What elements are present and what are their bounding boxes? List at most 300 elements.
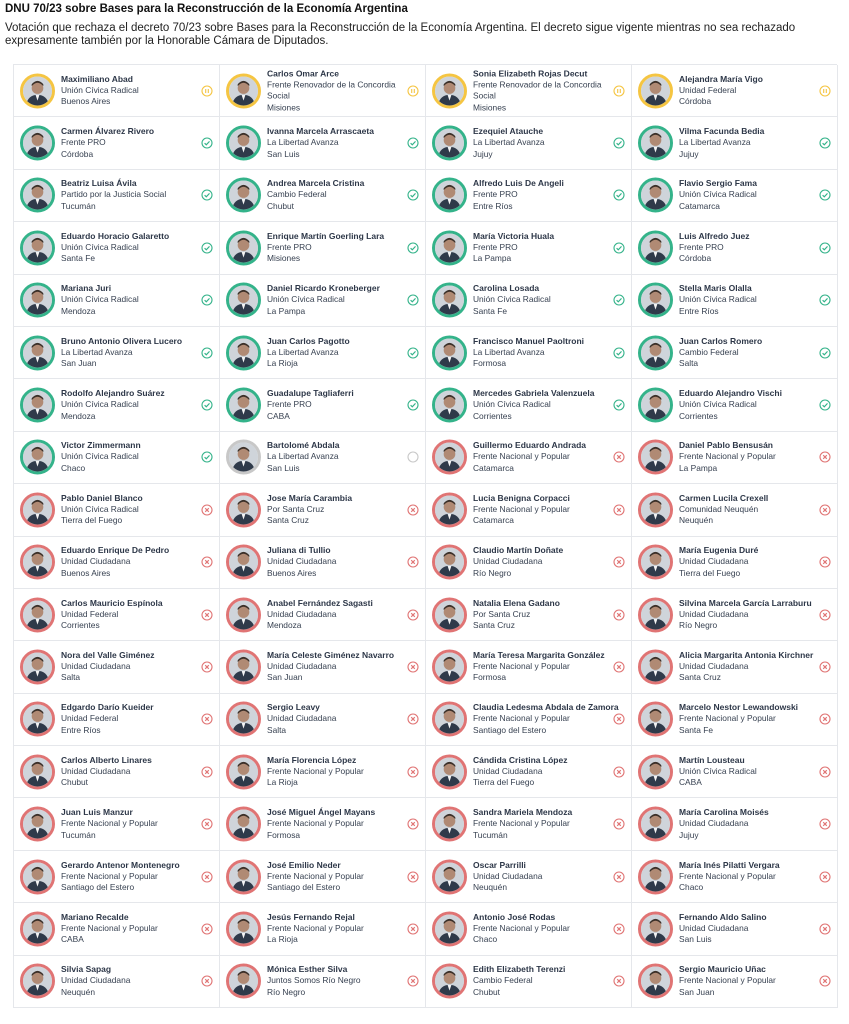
senator-info (679, 493, 819, 527)
senator-name: Bartolomé Abdala (267, 440, 340, 451)
senator-card[interactable] (14, 327, 220, 379)
senator-card[interactable] (632, 222, 838, 274)
senator-card[interactable] (426, 694, 632, 746)
senator-info (679, 545, 819, 579)
senator-province: Formosa (267, 829, 301, 840)
senator-province: Misiones (473, 101, 507, 112)
senator-province: Tucumán (473, 829, 508, 840)
senator-info (679, 807, 819, 841)
senator-province: Mendoza (267, 620, 302, 631)
senator-card[interactable] (14, 641, 220, 693)
senator-name: Mónica Esther Silva (267, 964, 348, 975)
senator-name: Juan Carlos Pagotto (267, 335, 350, 346)
senator-card[interactable] (14, 851, 220, 903)
senator-card[interactable] (220, 327, 426, 379)
senator-province: La Rioja (267, 934, 298, 945)
senator-card[interactable] (632, 170, 838, 222)
senator-province: San Juan (267, 672, 303, 683)
senator-info (473, 388, 613, 422)
senator-card[interactable] (426, 327, 632, 379)
senator-name: Lucia Benigna Corpacci (473, 492, 570, 503)
senator-province: Chaco (61, 462, 86, 473)
senator-card[interactable] (14, 117, 220, 169)
x-circle-icon (819, 923, 831, 935)
senator-card[interactable] (14, 589, 220, 641)
avatar (638, 545, 673, 580)
x-circle-icon (613, 975, 625, 987)
senator-name: Carmen Lucila Crexell (679, 492, 769, 503)
senator-card[interactable] (632, 956, 838, 1008)
senator-name: Antonio José Rodas (473, 911, 556, 922)
x-circle-icon (819, 451, 831, 463)
senator-name: Enrique Martín Goerling Lara (267, 230, 385, 241)
empty-circle-icon (407, 451, 419, 463)
senator-card[interactable] (426, 537, 632, 589)
senator-province: Santa Fe (61, 253, 95, 264)
senator-card[interactable] (426, 65, 632, 117)
senator-card[interactable] (632, 484, 838, 536)
senator-province: Catamarca (473, 462, 514, 473)
senator-info (267, 388, 407, 422)
senator-party: Por Santa Cruz (267, 503, 325, 514)
senator-province: Río Negro (679, 620, 718, 631)
senator-party: Frente Nacional y Popular (473, 818, 570, 829)
senator-info (473, 178, 613, 212)
senator-name: Eduardo Alejandro Vischi (679, 388, 782, 399)
senator-party: Frente Nacional y Popular (679, 713, 776, 724)
senator-card[interactable] (220, 903, 426, 955)
check-circle-icon (819, 399, 831, 411)
avatar (638, 230, 673, 265)
senator-province: Río Negro (473, 567, 512, 578)
senator-name: Maximiliano Abad (61, 73, 133, 84)
senator-card[interactable] (220, 432, 426, 484)
senator-province: Buenos Aires (61, 567, 111, 578)
avatar (20, 597, 55, 632)
senator-name: Marcelo Nestor Lewandowski (679, 702, 799, 713)
avatar (432, 335, 467, 370)
avatar (638, 388, 673, 423)
avatar (226, 230, 261, 265)
senator-name: Sandra Mariela Mendoza (473, 807, 573, 818)
senator-province: San Juan (679, 986, 715, 997)
senator-card[interactable] (632, 379, 838, 431)
pause-circle-icon (819, 85, 831, 97)
senator-card[interactable] (426, 170, 632, 222)
senator-card[interactable] (220, 798, 426, 850)
avatar (432, 911, 467, 946)
senator-card[interactable] (426, 432, 632, 484)
senator-name: Luis Alfredo Juez (679, 230, 750, 241)
avatar (432, 126, 467, 161)
senator-card[interactable] (632, 589, 838, 641)
senator-province: Santa Cruz (473, 620, 515, 631)
senator-card[interactable] (220, 537, 426, 589)
senator-info (61, 755, 201, 789)
x-circle-icon (201, 871, 213, 883)
senator-name: Natalia Elena Gadano (473, 597, 560, 608)
avatar (638, 283, 673, 318)
senator-card[interactable] (632, 327, 838, 379)
x-circle-icon (407, 556, 419, 568)
senator-party: Por Santa Cruz (473, 608, 531, 619)
x-circle-icon (613, 609, 625, 621)
avatar (432, 73, 467, 108)
check-circle-icon (407, 399, 419, 411)
senator-info (679, 388, 819, 422)
senator-card[interactable] (426, 275, 632, 327)
avatar (432, 859, 467, 894)
avatar (226, 440, 261, 475)
senator-party: La Libertad Avanza (267, 346, 339, 357)
senator-party: Unidad Ciudadana (267, 713, 337, 724)
senator-card[interactable] (632, 641, 838, 693)
check-circle-icon (819, 347, 831, 359)
senator-info (61, 860, 201, 894)
senator-info (267, 702, 407, 736)
senator-party: Unidad Federal (61, 608, 119, 619)
senator-info (679, 178, 819, 212)
senator-card[interactable] (632, 746, 838, 798)
senator-party: Unidad Ciudadana (267, 660, 337, 671)
senator-card[interactable] (14, 65, 220, 117)
check-circle-icon (613, 189, 625, 201)
senator-card[interactable] (220, 589, 426, 641)
senator-name: Martín Lousteau (679, 754, 745, 765)
senator-card[interactable] (14, 746, 220, 798)
senator-party: Unidad Ciudadana (679, 922, 749, 933)
senator-party: Unión Cívica Radical (61, 503, 139, 514)
avatar (432, 702, 467, 737)
senator-party: Unidad Ciudadana (679, 818, 749, 829)
avatar (226, 335, 261, 370)
senator-province: CABA (679, 777, 702, 788)
senator-party: Unión Cívica Radical (679, 399, 757, 410)
senator-province: Neuquén (61, 986, 95, 997)
senator-card[interactable] (632, 432, 838, 484)
avatar (638, 597, 673, 632)
senator-info (679, 964, 819, 998)
senator-party: La Libertad Avanza (267, 137, 339, 148)
senator-card[interactable] (14, 537, 220, 589)
senator-party: Unión Cívica Radical (61, 451, 139, 462)
senator-party: Frente Nacional y Popular (679, 975, 776, 986)
page-description: Votación que rechaza el decreto 70/23 sobre Bases para la Reconstrucción de la Economía Argentina. El decreto sigue vigente mientras no sea rechazado expresamente también por la Honorable Cámara de Diputados. (5, 22, 796, 47)
avatar (432, 492, 467, 527)
senator-province: Catamarca (679, 200, 720, 211)
senator-card[interactable] (220, 117, 426, 169)
senator-card[interactable] (426, 746, 632, 798)
senator-party: Frente Nacional y Popular (61, 818, 158, 829)
senator-province: Tierra del Fuego (679, 567, 741, 578)
avatar (432, 597, 467, 632)
senator-name: Francisco Manuel Paoltroni (473, 335, 584, 346)
x-circle-icon (819, 556, 831, 568)
senator-name: Edgardo Darío Kueider (61, 702, 154, 713)
senator-party: Unión Cívica Radical (61, 294, 139, 305)
senator-party: Frente PRO (473, 241, 518, 252)
senator-card[interactable] (220, 275, 426, 327)
senator-province: San Luis (267, 148, 300, 159)
senator-party: Unidad Ciudadana (61, 975, 131, 986)
senator-card[interactable] (426, 379, 632, 431)
senator-name: Oscar Parrilli (473, 859, 526, 870)
senator-name: Beatriz Luisa Ávila (61, 178, 137, 189)
senator-province: Mendoza (61, 410, 96, 421)
avatar (638, 964, 673, 999)
senator-party: Unidad Ciudadana (61, 660, 131, 671)
senator-info (267, 912, 407, 946)
senator-party: Unidad Ciudadana (473, 556, 543, 567)
senator-province: Santa Cruz (267, 515, 309, 526)
senator-province: CABA (61, 934, 84, 945)
avatar (20, 73, 55, 108)
check-circle-icon (201, 347, 213, 359)
senator-name: Carlos Omar Arce (267, 67, 339, 78)
senator-info (61, 126, 201, 160)
senator-card[interactable] (632, 65, 838, 117)
senator-info (267, 68, 407, 114)
avatar (20, 807, 55, 842)
avatar (226, 807, 261, 842)
x-circle-icon (613, 713, 625, 725)
senator-name: María Celeste Giménez Navarro (267, 649, 395, 660)
senator-card[interactable] (220, 65, 426, 117)
senator-province: Mendoza (61, 305, 96, 316)
avatar (226, 649, 261, 684)
senator-info (61, 702, 201, 736)
senator-province: Córdoba (679, 253, 712, 264)
senator-name: María Victoria Huala (473, 230, 555, 241)
senator-party: Frente PRO (679, 241, 724, 252)
avatar (226, 859, 261, 894)
senator-party: Unión Cívica Radical (61, 241, 139, 252)
senator-info (267, 440, 407, 474)
senator-name: Alejandra María Vigo (679, 73, 763, 84)
senator-province: Buenos Aires (61, 96, 111, 107)
senator-name: Daniel Ricardo Kroneberger (267, 283, 380, 294)
senator-card[interactable] (426, 484, 632, 536)
x-circle-icon (819, 504, 831, 516)
senator-province: Salta (679, 358, 699, 369)
senator-card[interactable] (14, 903, 220, 955)
senator-card[interactable] (632, 694, 838, 746)
senator-card[interactable] (426, 903, 632, 955)
senator-province: La Pampa (473, 253, 512, 264)
senator-province: Tucumán (61, 200, 96, 211)
senator-party: Frente Nacional y Popular (267, 922, 364, 933)
senator-info (61, 283, 201, 317)
senator-name: María Teresa Margarita González (473, 649, 605, 660)
senator-info (679, 598, 819, 632)
senator-info (679, 702, 819, 736)
senator-province: Jujuy (679, 148, 699, 159)
senator-province: Entre Ríos (473, 200, 513, 211)
senator-info (679, 283, 819, 317)
senator-info (61, 336, 201, 370)
avatar (638, 126, 673, 161)
senator-party: Cambio Federal (679, 346, 739, 357)
avatar (638, 649, 673, 684)
senator-province: Neuquén (473, 882, 507, 893)
x-circle-icon (201, 713, 213, 725)
senator-card[interactable] (426, 798, 632, 850)
avatar (20, 649, 55, 684)
senator-name: Anabel Fernández Sagasti (267, 597, 373, 608)
senator-name: Guillermo Eduardo Andrada (473, 440, 587, 451)
senator-info (267, 493, 407, 527)
senator-card[interactable] (632, 537, 838, 589)
senator-card[interactable] (632, 275, 838, 327)
senator-info (267, 755, 407, 789)
senator-info (679, 912, 819, 946)
senator-name: Mercedes Gabriela Valenzuela (473, 388, 595, 399)
senator-province: Chubut (61, 777, 89, 788)
senator-name: Edith Elizabeth Terenzi (473, 964, 566, 975)
avatar (226, 283, 261, 318)
senator-province: Tierra del Fuego (473, 777, 535, 788)
senator-card[interactable] (14, 798, 220, 850)
senator-card[interactable] (14, 170, 220, 222)
senator-party: La Libertad Avanza (473, 137, 545, 148)
senator-card[interactable] (426, 222, 632, 274)
senator-province: Jujuy (473, 148, 493, 159)
senator-info (679, 126, 819, 160)
senator-name: María Carolina Moisés (679, 807, 769, 818)
senator-party: Unión Cívica Radical (267, 294, 345, 305)
x-circle-icon (819, 713, 831, 725)
senator-name: Mariana Juri (61, 283, 112, 294)
senator-name: Victor Zimmermann (61, 440, 141, 451)
senator-name: Ivanna Marcela Arrascaeta (267, 126, 374, 137)
avatar (432, 440, 467, 475)
check-circle-icon (819, 294, 831, 306)
senator-province: Corrientes (679, 410, 718, 421)
senator-info (61, 650, 201, 684)
senator-province: Salta (267, 724, 287, 735)
senator-card[interactable] (14, 275, 220, 327)
x-circle-icon (819, 871, 831, 883)
senator-card[interactable] (220, 851, 426, 903)
x-circle-icon (201, 923, 213, 935)
senator-card[interactable] (426, 851, 632, 903)
senator-party: Unidad Federal (61, 713, 119, 724)
senator-info (61, 807, 201, 841)
senator-name: Bruno Antonio Olivera Lucero (61, 335, 183, 346)
check-circle-icon (613, 242, 625, 254)
senator-province: Santiago del Estero (473, 724, 547, 735)
senator-card[interactable] (220, 641, 426, 693)
senator-info (473, 68, 613, 114)
senator-card[interactable] (220, 694, 426, 746)
senator-party: Frente PRO (473, 189, 518, 200)
senator-info (679, 231, 819, 265)
senator-card[interactable] (14, 956, 220, 1008)
senator-card[interactable] (426, 117, 632, 169)
avatar (432, 545, 467, 580)
senator-province: Tucumán (61, 829, 96, 840)
senator-name: María Florencia López (267, 754, 357, 765)
senator-name: Claudia Ledesma Abdala de Zamora (473, 702, 619, 713)
senator-info (61, 74, 201, 108)
senator-card[interactable] (14, 694, 220, 746)
check-circle-icon (613, 347, 625, 359)
senator-party: Frente PRO (61, 137, 106, 148)
senator-card[interactable] (220, 484, 426, 536)
x-circle-icon (613, 923, 625, 935)
avatar (20, 230, 55, 265)
senator-info (473, 964, 613, 998)
senator-card[interactable] (14, 432, 220, 484)
senator-card[interactable] (220, 746, 426, 798)
senator-party: Frente Nacional y Popular (61, 922, 158, 933)
senator-info (61, 545, 201, 579)
pause-circle-icon (407, 85, 419, 97)
senator-info (267, 126, 407, 160)
x-circle-icon (407, 923, 419, 935)
avatar (226, 178, 261, 213)
senator-province: Catamarca (473, 515, 514, 526)
senator-card[interactable] (220, 222, 426, 274)
senator-party: Unión Cívica Radical (679, 765, 757, 776)
avatar (432, 178, 467, 213)
senator-party: Frente Nacional y Popular (267, 870, 364, 881)
avatar (432, 964, 467, 999)
senator-party: Unidad Ciudadana (473, 870, 543, 881)
x-circle-icon (613, 871, 625, 883)
senator-party: Unión Cívica Radical (473, 294, 551, 305)
senator-card[interactable] (426, 589, 632, 641)
senator-party: Unidad Ciudadana (61, 765, 131, 776)
senator-party: Unión Cívica Radical (61, 399, 139, 410)
senator-party: Frente Renovador de la Concordia Social (473, 78, 602, 101)
senator-card[interactable] (426, 641, 632, 693)
x-circle-icon (819, 609, 831, 621)
senator-card[interactable] (426, 956, 632, 1008)
senator-card[interactable] (220, 170, 426, 222)
senator-party: Frente Renovador de la Concordia Social (267, 78, 396, 101)
senator-info (61, 964, 201, 998)
senator-card[interactable] (632, 798, 838, 850)
senator-card[interactable] (632, 117, 838, 169)
senator-name: Vilma Facunda Bedia (679, 126, 765, 137)
senator-card[interactable] (14, 222, 220, 274)
avatar (638, 859, 673, 894)
senator-province: Tierra del Fuego (61, 515, 123, 526)
senator-info (473, 126, 613, 160)
senator-name: Fernando Aldo Salino (679, 911, 767, 922)
senator-info (267, 545, 407, 579)
avatar (226, 73, 261, 108)
senator-card[interactable] (14, 484, 220, 536)
senator-name: Guadalupe Tagliaferri (267, 388, 354, 399)
check-circle-icon (407, 189, 419, 201)
senator-info (473, 807, 613, 841)
check-circle-icon (613, 137, 625, 149)
senator-info (61, 178, 201, 212)
senator-card[interactable] (14, 379, 220, 431)
senator-card[interactable] (220, 956, 426, 1008)
senator-card[interactable] (220, 379, 426, 431)
senator-name: Cándida Cristina López (473, 754, 568, 765)
senator-party: Frente Nacional y Popular (473, 451, 570, 462)
senator-card[interactable] (632, 903, 838, 955)
senator-card[interactable] (632, 851, 838, 903)
senator-party: Frente Nacional y Popular (679, 870, 776, 881)
senator-party: Frente PRO (267, 241, 312, 252)
avatar (20, 492, 55, 527)
senator-province: Formosa (473, 358, 507, 369)
